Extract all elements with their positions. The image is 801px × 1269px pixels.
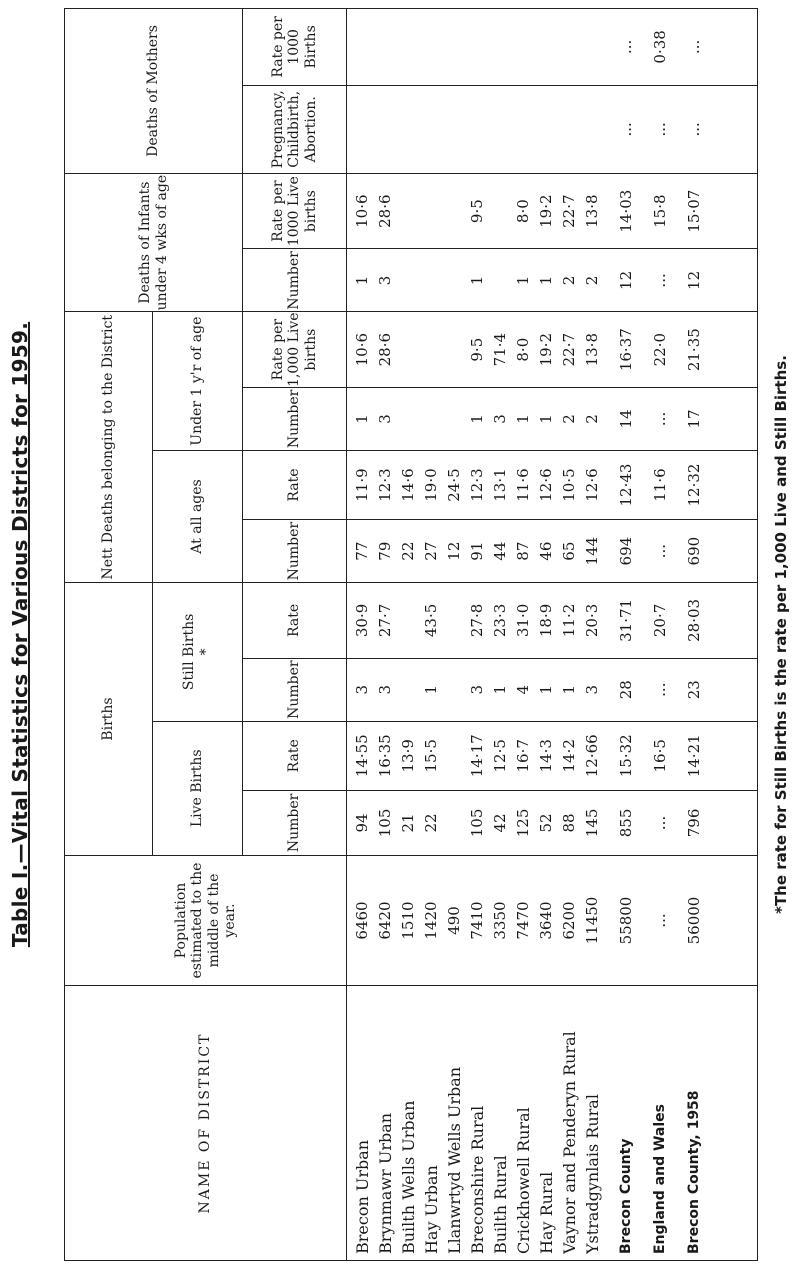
- table-cell: [420, 312, 443, 387]
- table-cell: [443, 388, 466, 450]
- table-cell: 1: [537, 275, 555, 286]
- header-births: Births: [65, 583, 153, 856]
- table-cell: [535, 9, 558, 85]
- deaths-rate-column: [347, 450, 758, 519]
- table-cell: 77: [353, 541, 371, 561]
- table-cell: 105: [468, 808, 486, 838]
- total-cell: 14·21: [685, 734, 703, 778]
- table-cell: [443, 249, 466, 311]
- table-cell: [489, 9, 512, 85]
- table-cell: 11·2: [560, 603, 578, 638]
- header-infant-number: Number: [243, 249, 347, 312]
- table-cell: 31·0: [514, 603, 532, 638]
- header-still-births: [153, 583, 243, 722]
- header-nett-deaths: Nett Deaths belonging to the District: [65, 312, 153, 583]
- total-cell: ...: [651, 682, 669, 697]
- table-cell: 145: [583, 808, 601, 838]
- total-row-name: Brecon County: [618, 1138, 634, 1254]
- table-cell: [443, 583, 466, 658]
- maternal-rate-column: [347, 9, 758, 86]
- row-gap: [604, 791, 612, 855]
- table-cell: 12: [445, 541, 463, 561]
- table-cell: 22: [422, 813, 440, 833]
- table-cell: 144: [583, 536, 601, 566]
- total-cell: ...: [651, 273, 669, 288]
- total-cell: 17: [685, 409, 703, 429]
- table-cell: 10·6: [353, 332, 371, 367]
- total-cell: ...: [685, 122, 703, 137]
- table-cell: 10·6: [353, 194, 371, 228]
- table-cell: 10·5: [560, 468, 578, 502]
- table-cell: [489, 249, 512, 311]
- table-cell: [443, 722, 466, 790]
- table-cell: 11·6: [514, 468, 532, 502]
- table-cell: 22: [399, 541, 417, 561]
- total-cell: ...: [651, 411, 669, 427]
- total-cell: ...: [651, 543, 669, 559]
- table-cell: 6420: [376, 901, 394, 940]
- table-cell: 3640: [537, 901, 555, 940]
- table-cell: 52: [537, 813, 555, 833]
- table-cell: 30·9: [353, 603, 371, 638]
- table-cell: 27·7: [376, 603, 394, 638]
- table-cell: 23·3: [491, 603, 509, 638]
- header-u1-rate: Rate per 1,000 Live births: [243, 312, 347, 388]
- table-cell: 16·35: [376, 734, 394, 778]
- table-cell: 14·6: [399, 468, 417, 502]
- table-cell: 22·7: [560, 332, 578, 367]
- row-gap: [604, 249, 612, 311]
- table-cell: [397, 9, 420, 85]
- header-deaths-infants: Deaths of Infants under 4 wks of age: [65, 173, 243, 312]
- table-cell: [489, 174, 512, 249]
- total-cell: 28: [617, 680, 635, 700]
- table-cell: 9·5: [468, 337, 486, 362]
- district-name: Breconshire Rural: [468, 1105, 487, 1254]
- total-cell: 14·03: [617, 189, 635, 233]
- total-cell: 15·8: [651, 194, 669, 228]
- table-cell: 3: [491, 414, 509, 424]
- total-row-name: England and Wales: [652, 1104, 668, 1254]
- table-cell: [489, 86, 512, 173]
- total-cell: 31·71: [617, 598, 635, 642]
- table-cell: 3: [583, 684, 601, 695]
- table-cell: 1: [537, 414, 555, 424]
- table-cell: 94: [353, 813, 371, 833]
- table-cell: 12·3: [376, 468, 394, 502]
- total-cell: ...: [685, 39, 703, 55]
- row-gap: [604, 388, 612, 450]
- table-cell: 1: [353, 275, 371, 286]
- total-cell: 694: [617, 536, 635, 566]
- table-cell: [351, 9, 374, 85]
- table-cell: [420, 249, 443, 311]
- footnote: *The rate for Still Births is the rate per 1,000 Live and Still Births.: [772, 355, 790, 914]
- table-cell: 13·1: [491, 468, 509, 502]
- header-infant-rate: Rate per 1000 Live births: [243, 173, 347, 249]
- table-cell: 87: [514, 541, 532, 561]
- total-cell: 855: [617, 808, 635, 838]
- table-cell: 12·66: [583, 734, 601, 778]
- total-cell: ...: [651, 913, 669, 928]
- table-cell: 125: [514, 808, 532, 838]
- infant-rate-column: [347, 173, 758, 249]
- total-cell: 12: [617, 270, 635, 290]
- total-cell: 15·32: [617, 734, 635, 778]
- header-live-number: Number: [243, 790, 347, 855]
- total-cell: 12·43: [617, 463, 635, 507]
- table-cell: [558, 86, 581, 173]
- district-name: Builth Wells Urban: [399, 1100, 418, 1254]
- table-cell: 27·8: [468, 603, 486, 638]
- table-cell: [535, 86, 558, 173]
- vital-statistics-table: [64, 8, 758, 1261]
- row-gap: [604, 86, 612, 173]
- table-cell: 1: [491, 684, 509, 695]
- table-cell: 1: [514, 275, 532, 286]
- total-cell: 690: [685, 536, 703, 566]
- row-gap: [604, 312, 612, 387]
- table-cell: [466, 86, 489, 173]
- table-cell: 9·5: [468, 199, 486, 224]
- row-gap: [604, 520, 612, 582]
- row-gap: [604, 583, 612, 658]
- table-cell: [374, 86, 397, 173]
- table-cell: 2: [583, 275, 601, 286]
- table-cell: [420, 174, 443, 249]
- total-cell: 0·38: [651, 30, 669, 64]
- table-cell: 19·0: [422, 468, 440, 502]
- total-cell: 12·32: [685, 463, 703, 507]
- table-cell: 1: [353, 414, 371, 424]
- total-cell: 12: [685, 270, 703, 290]
- total-cell: 16·37: [617, 328, 635, 372]
- table-title: Table I.—Vital Statistics for Various Districts for 1959.: [8, 321, 32, 948]
- table-cell: 15·5: [422, 739, 440, 773]
- table-cell: [397, 174, 420, 249]
- table-cell: 1: [468, 414, 486, 424]
- table-cell: 14·17: [468, 734, 486, 778]
- total-cell: 21·35: [685, 328, 703, 372]
- total-cell: 22·0: [651, 332, 669, 367]
- still-births-number-column: [347, 658, 758, 721]
- district-name: Hay Urban: [422, 1165, 441, 1254]
- table-cell: 3: [376, 414, 394, 424]
- table-cell: [443, 791, 466, 855]
- header-name-of-district: NAME OF DISTRICT: [65, 986, 347, 1261]
- table-cell: 88: [560, 813, 578, 833]
- table-cell: 21: [399, 813, 417, 833]
- row-gap: [604, 174, 612, 249]
- deaths-number-column: [347, 520, 758, 583]
- row-gap: [604, 9, 612, 85]
- table-cell: 3: [376, 275, 394, 286]
- table-cell: 79: [376, 541, 394, 561]
- header-u1-number: Number: [243, 387, 347, 450]
- table-cell: 1: [468, 275, 486, 286]
- table-cell: 46: [537, 541, 555, 561]
- table-cell: 12·6: [537, 468, 555, 502]
- total-cell: 55800: [617, 896, 635, 945]
- total-cell: 16·5: [651, 739, 669, 773]
- total-cell: 28·03: [685, 598, 703, 642]
- infant-number-column: [347, 249, 758, 312]
- table-cell: 19·2: [537, 332, 555, 367]
- district-name: Llanwrtyd Wells Urban: [445, 1066, 464, 1254]
- header-population: Population estimated to the middle of the year.: [65, 855, 347, 985]
- table-cell: [397, 583, 420, 658]
- district-name: Vaynor and Penderyn Rural: [560, 1031, 579, 1254]
- header-at-all-ages: At all ages: [153, 450, 243, 582]
- table-cell: 3: [353, 684, 371, 695]
- under1-rate-column: [347, 312, 758, 388]
- table-cell: 12·5: [491, 739, 509, 773]
- header-live-rate: Rate: [243, 721, 347, 790]
- row-gap: [604, 451, 612, 519]
- header-still-number: Number: [243, 658, 347, 721]
- table-cell: 12·6: [583, 468, 601, 502]
- table-cell: [351, 86, 374, 173]
- header-deaths-number: Number: [243, 520, 347, 583]
- table-cell: 14·2: [560, 739, 578, 773]
- table-cell: 2: [560, 414, 578, 424]
- district-names-column: [347, 986, 758, 1261]
- table-cell: 1: [560, 684, 578, 695]
- table-cell: [397, 312, 420, 387]
- table-cell: 3: [468, 684, 486, 695]
- table-cell: 14·3: [537, 739, 555, 773]
- table-cell: [397, 388, 420, 450]
- header-live-births: Live Births: [153, 721, 243, 855]
- table-cell: 28·6: [376, 194, 394, 228]
- table-cell: [443, 312, 466, 387]
- total-cell: 56000: [685, 896, 703, 945]
- table-cell: 16·7: [514, 739, 532, 773]
- table-cell: 44: [491, 541, 509, 561]
- table-cell: 13·9: [399, 739, 417, 773]
- table-cell: 6460: [353, 901, 371, 940]
- table-cell: [512, 86, 535, 173]
- table-cell: 8·0: [514, 199, 532, 224]
- total-cell: 14: [617, 409, 635, 429]
- total-cell: 11·6: [651, 468, 669, 502]
- table-cell: 13·8: [583, 194, 601, 228]
- row-gap: [604, 986, 612, 1254]
- table-cell: 24·5: [445, 468, 463, 502]
- table-cell: 1: [422, 684, 440, 695]
- table-cell: 71·4: [491, 332, 509, 367]
- table-cell: 19·2: [537, 194, 555, 228]
- table-cell: 3350: [491, 901, 509, 940]
- maternal-number-column: [347, 85, 758, 173]
- table-cell: 105: [376, 808, 394, 838]
- total-row-name: Brecon County, 1958: [686, 1090, 702, 1254]
- table-cell: [374, 9, 397, 85]
- table-cell: [512, 9, 535, 85]
- table-cell: [466, 9, 489, 85]
- table-cell: 4: [514, 684, 532, 695]
- table-cell: 1: [537, 684, 555, 695]
- table-cell: 1: [514, 414, 532, 424]
- table-cell: [443, 174, 466, 249]
- table-cell: [397, 249, 420, 311]
- table-cell: [397, 659, 420, 721]
- row-gap: [604, 856, 612, 985]
- table-cell: 43·5: [422, 603, 440, 638]
- row-gap: [604, 722, 612, 790]
- table-cell: [558, 9, 581, 85]
- total-cell: 20·7: [651, 603, 669, 638]
- table-cell: [581, 9, 604, 85]
- district-name: Hay Rural: [537, 1171, 556, 1254]
- table-cell: [420, 388, 443, 450]
- live-births-number-column: [347, 790, 758, 855]
- table-cell: 1420: [422, 901, 440, 940]
- header-puerperal: Pregnancy, Childbirth, Abortion.: [243, 85, 347, 173]
- population-column: [347, 855, 758, 985]
- table-cell: 20·3: [583, 603, 601, 638]
- district-name: Brynmawr Urban: [376, 1112, 395, 1254]
- table-cell: 27: [422, 541, 440, 561]
- table-cell: [443, 659, 466, 721]
- district-name: Crickhowell Rural: [514, 1107, 533, 1254]
- table-cell: 28·6: [376, 332, 394, 367]
- table-cell: 2: [560, 275, 578, 286]
- table-cell: 2: [583, 414, 601, 424]
- table-cell: [420, 9, 443, 85]
- still-births-label: Still Births: [181, 613, 198, 691]
- table-cell: 11450: [583, 896, 601, 945]
- table-cell: 42: [491, 813, 509, 833]
- table-cell: [443, 86, 466, 173]
- still-births-rate-column: [347, 583, 758, 659]
- table-cell: 490: [445, 906, 463, 935]
- header-under-1: Under 1 y'r of age: [153, 312, 243, 451]
- table-cell: 22·7: [560, 194, 578, 228]
- table-cell: 12·3: [468, 468, 486, 502]
- table-cell: [397, 86, 420, 173]
- table-cell: [420, 86, 443, 173]
- table-cell: 18·9: [537, 603, 555, 638]
- row-gap: [604, 659, 612, 721]
- total-cell: ...: [651, 122, 669, 137]
- total-cell: ...: [617, 122, 635, 137]
- header-deaths-rate: Rate: [243, 450, 347, 519]
- table-cell: 3: [376, 684, 394, 695]
- total-cell: ...: [651, 815, 669, 831]
- header-maternal-rate: Rate per 1000 Births: [243, 9, 347, 86]
- table-cell: 65: [560, 541, 578, 561]
- table-cell: 8·0: [514, 337, 532, 362]
- total-cell: 15·07: [685, 189, 703, 233]
- live-births-rate-column: [347, 721, 758, 790]
- table-cell: [443, 9, 466, 85]
- total-cell: ...: [617, 39, 635, 55]
- table-cell: 91: [468, 541, 486, 561]
- table-cell: 7470: [514, 901, 532, 940]
- under1-number-column: [347, 387, 758, 450]
- table-cell: 14·55: [353, 734, 371, 778]
- table-cell: [581, 86, 604, 173]
- table-cell: 13·8: [583, 332, 601, 367]
- still-births-asterisk: *: [197, 648, 214, 656]
- table-cell: 11·9: [353, 468, 371, 502]
- district-name: Builth Rural: [491, 1155, 510, 1254]
- header-still-rate: Rate: [243, 583, 347, 659]
- district-name: Ystradgynlais Rural: [583, 1094, 602, 1254]
- district-name: Brecon Urban: [353, 1139, 372, 1254]
- total-cell: 796: [685, 808, 703, 838]
- header-deaths-mothers: Deaths of Mothers: [65, 9, 243, 174]
- total-cell: 23: [685, 680, 703, 700]
- table-cell: 6200: [560, 901, 578, 940]
- table-cell: 1510: [399, 901, 417, 940]
- table-cell: 7410: [468, 901, 486, 940]
